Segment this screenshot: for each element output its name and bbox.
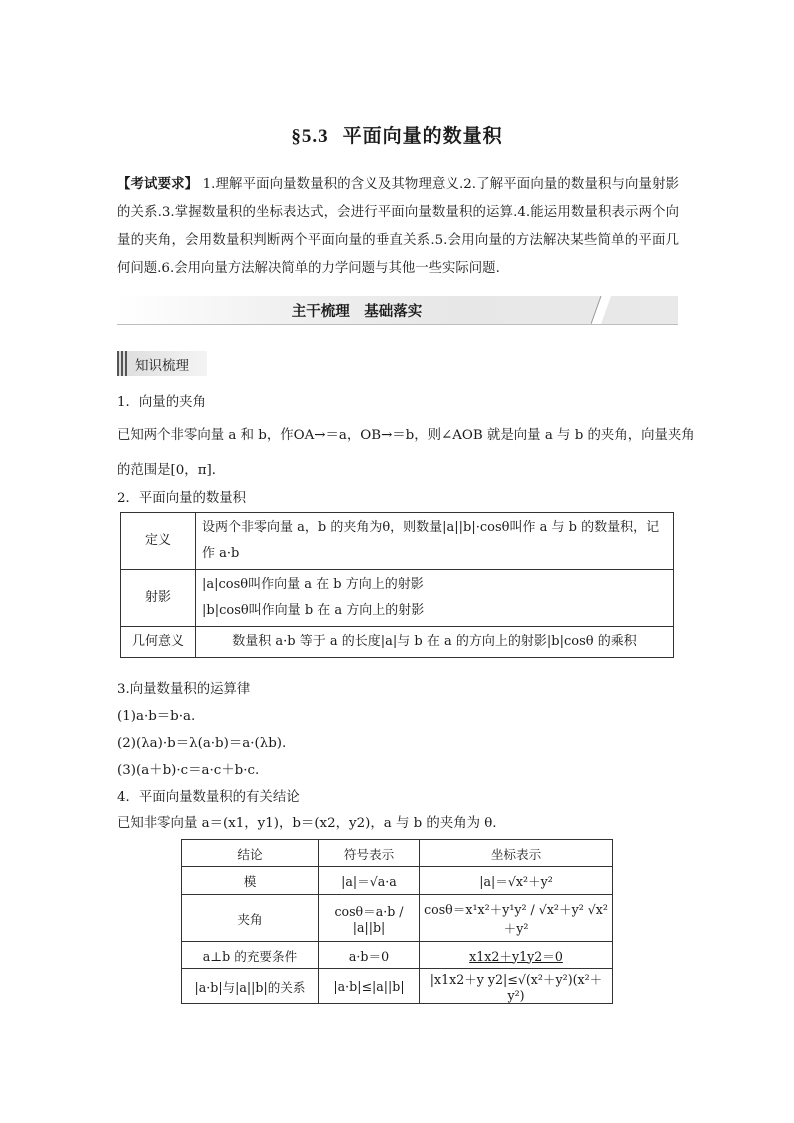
dot-product-table bbox=[120, 512, 674, 658]
cell: cosθ＝a·b / |a||b| bbox=[319, 895, 420, 942]
row-line: |a|cosθ叫作向量 a 在 b 方向上的射影 bbox=[202, 577, 424, 592]
table-row bbox=[121, 513, 674, 570]
row-content bbox=[196, 513, 674, 570]
cell: x1x2＋y1y2＝0 bbox=[420, 942, 613, 969]
table-row bbox=[182, 895, 613, 942]
requirements-text: 1.理解平面向量数量积的含义及其物理意义.2.了解平面向量的数量积与向量射影的关系.3.掌握数量积的坐标表达式，会进行平面向量数量积的运算.4.能运用数量积表示两个向量的夹角，会用数量积判断两个平面向量的垂直关系.5.会用向量的方法解决某些简单的平面几何问题.6.会用向量方法解决简单的力学问题与其他一些实际问题. bbox=[117, 177, 680, 276]
cell: a⊥b 的充要条件 bbox=[182, 942, 319, 969]
banner-label: 主干梳理 基础落实 bbox=[291, 304, 423, 320]
cell: 模 bbox=[182, 867, 319, 895]
row-label: 定义 bbox=[121, 513, 196, 570]
table-row bbox=[121, 627, 674, 658]
header-cell: 坐标表示 bbox=[420, 840, 613, 867]
table-row bbox=[182, 867, 613, 895]
cell: |x1x2＋y y2|≤√(x²＋y²)(x²＋y²) bbox=[420, 969, 613, 1004]
row-line: 数量积 a·b 等于 a 的长度|a|与 b 在 a 的方向上的射影|b|cosθ 的乘积 bbox=[232, 634, 637, 649]
table-row bbox=[121, 570, 674, 627]
cell: a·b＝0 bbox=[319, 942, 420, 969]
conclusions-table bbox=[181, 839, 613, 1004]
table-row bbox=[182, 969, 613, 1004]
s4-intro: 已知非零向量 a＝(x1，y1)，b＝(x2，y2)，a 与 b 的夹角为 θ. bbox=[117, 816, 497, 831]
table-row bbox=[182, 942, 613, 969]
cell: |a|＝√a·a bbox=[319, 867, 420, 895]
cell: |a·b|≤|a||b| bbox=[319, 969, 420, 1004]
table-header-row bbox=[182, 840, 613, 867]
row-line: 设两个非零向量 a，b 的夹角为θ，则数量|a||b|·cosθ叫作 a 与 b 的数量积，记 bbox=[202, 520, 660, 535]
knowledge-tag bbox=[117, 351, 207, 376]
section-title: 平面向量的数量积 bbox=[342, 125, 503, 147]
cell: |a·b|与|a||b|的关系 bbox=[182, 969, 319, 1004]
s3-item-3: (3)(a＋b)·c＝a·c＋b·c. bbox=[117, 763, 260, 778]
row-line: 作 a·b bbox=[202, 546, 240, 561]
row-content bbox=[196, 570, 674, 627]
s4-heading: 4．平面向量数量积的有关结论 bbox=[117, 790, 300, 805]
header-cell: 结论 bbox=[182, 840, 319, 867]
s3-item-2: (2)(λa)·b＝λ(a·b)＝a·(λb). bbox=[117, 736, 287, 751]
s1-heading: 1．向量的夹角 bbox=[117, 395, 206, 410]
header-cell: 符号表示 bbox=[319, 840, 420, 867]
row-label: 几何意义 bbox=[121, 627, 196, 658]
row-label: 射影 bbox=[121, 570, 196, 627]
section-banner bbox=[117, 296, 678, 325]
knowledge-tag-label: 知识梳理 bbox=[135, 358, 189, 374]
requirements-tag: 【考试要求】 bbox=[117, 176, 199, 192]
row-content bbox=[196, 627, 674, 658]
row-line: |b|cosθ叫作向量 b 在 a 方向上的射影 bbox=[202, 603, 425, 618]
section-number: §5.3 bbox=[291, 126, 329, 147]
s3-item-1: (1)a·b＝b·a. bbox=[117, 709, 196, 724]
s1-line-2: 的范围是[0，π]． bbox=[117, 463, 226, 478]
cell: 夹角 bbox=[182, 895, 319, 942]
page-title bbox=[0, 121, 794, 148]
s3-heading: 3.向量数量积的运算律 bbox=[117, 682, 251, 697]
cell: cosθ＝x¹x²＋y¹y² / √x²＋y² √x²＋y² bbox=[420, 895, 613, 942]
s2-heading: 2．平面向量的数量积 bbox=[117, 491, 247, 506]
exam-requirements bbox=[117, 170, 679, 283]
s1-line-1: 已知两个非零向量 a 和 b，作OA→＝a，OB→＝b，则∠AOB 就是向量 a 与 b 的夹角，向量夹角 bbox=[117, 428, 695, 443]
cell: |a|＝√x²＋y² bbox=[420, 867, 613, 895]
tag-stripe-icon bbox=[117, 351, 127, 376]
